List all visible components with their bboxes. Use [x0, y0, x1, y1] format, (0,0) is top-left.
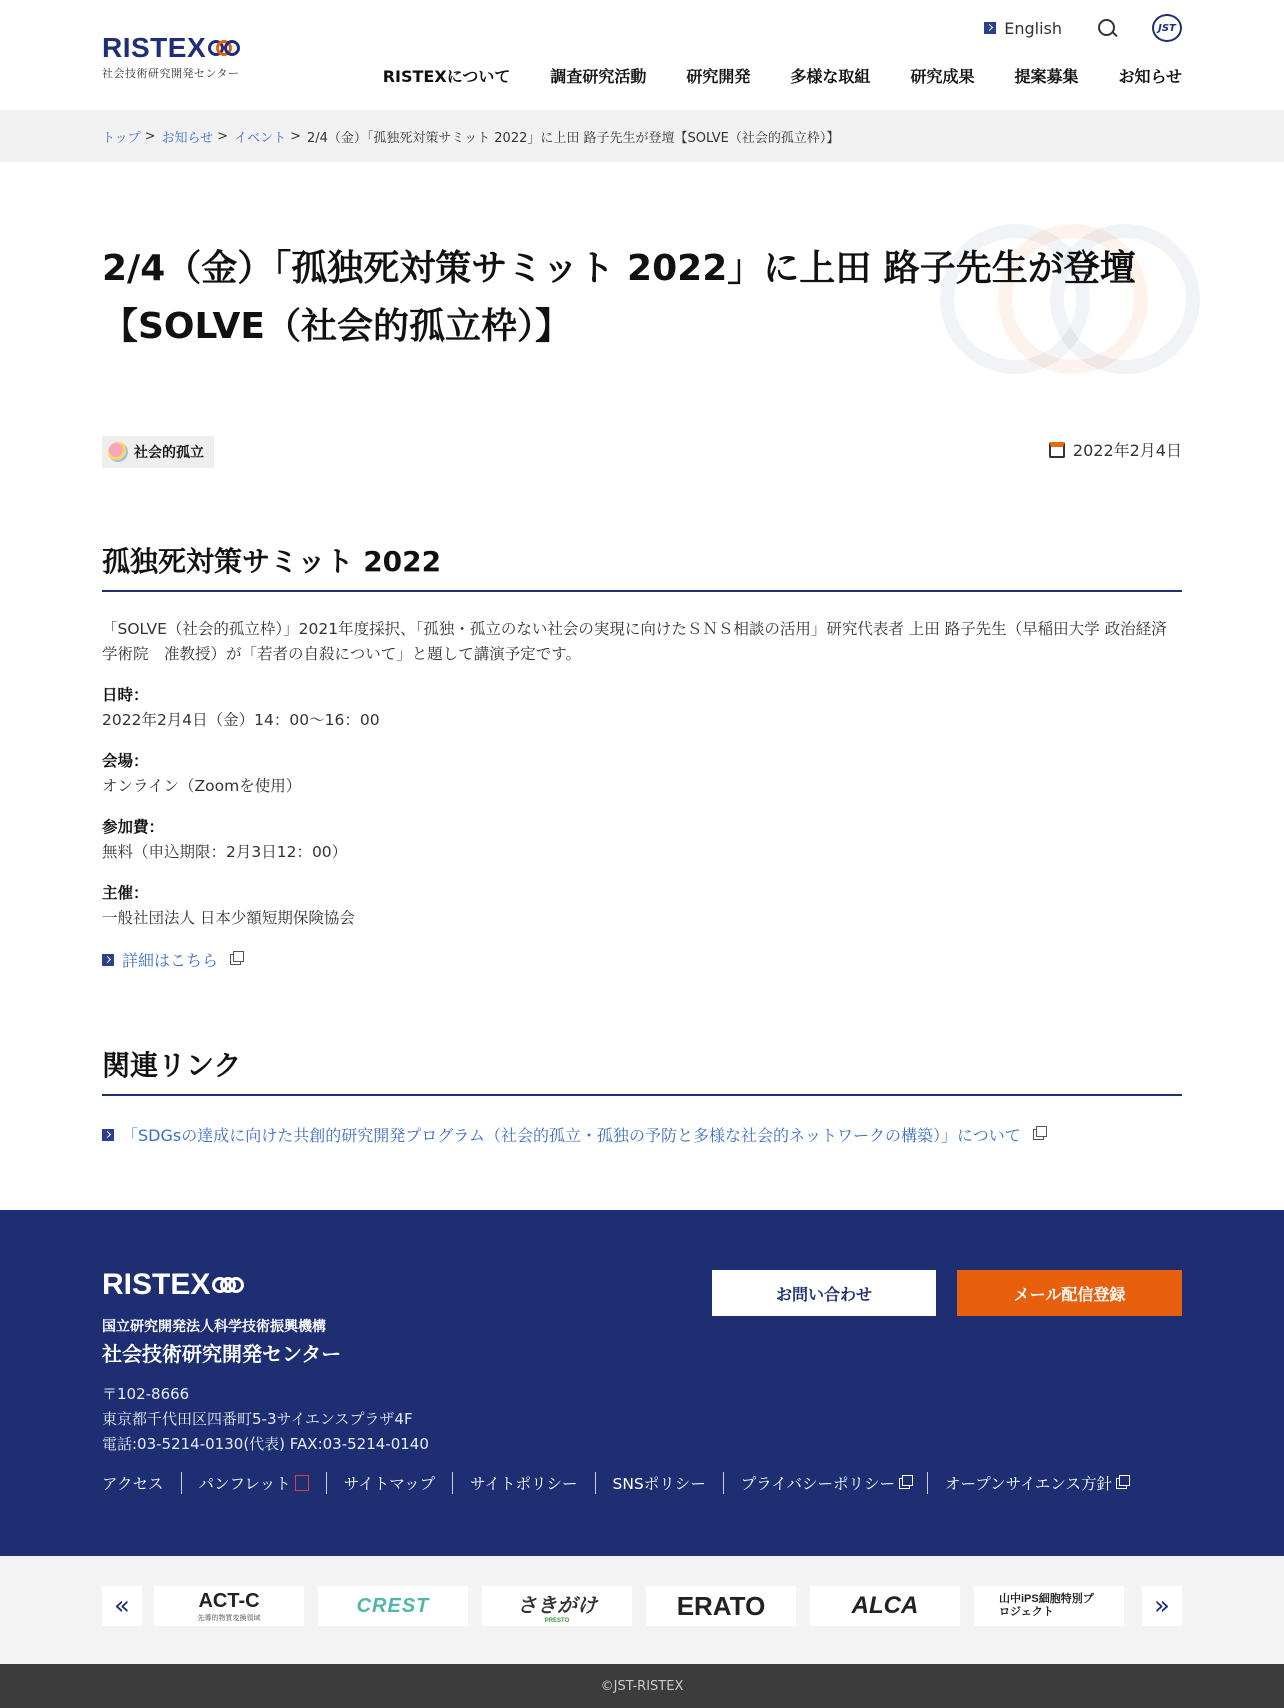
- copyright: ©JST-RISTEX: [0, 1664, 1284, 1708]
- site-footer: [0, 1210, 1284, 1556]
- footer-link-sns-policy[interactable]: [595, 1472, 723, 1494]
- jst-logo-icon[interactable]: JST: [1152, 14, 1182, 42]
- banner-alca[interactable]: [810, 1586, 960, 1626]
- details-link[interactable]: [102, 948, 241, 971]
- search-icon[interactable]: [1096, 17, 1118, 39]
- nav-item-research-survey[interactable]: 調査研究活動: [550, 67, 647, 86]
- banner-crest-label: CREST: [356, 1594, 430, 1617]
- footer-link-label: パンフレット: [198, 1475, 291, 1493]
- breadcrumb-current: 2/4（金）「孤独死対策サミット 2022」に上田 路子先生が登壇【SOLVE（社会的孤立枠）】: [306, 130, 840, 146]
- footer-link-label: SNSポリシー: [612, 1475, 706, 1493]
- arrow-right-icon: [984, 22, 996, 34]
- calendar-icon: [1049, 442, 1065, 458]
- ristex-logo[interactable]: [102, 32, 240, 81]
- footer-link-label: サイトマップ: [343, 1475, 436, 1493]
- footer-logo[interactable]: [102, 1268, 244, 1302]
- related-link-label: 「SDGsの達成に向けた共創的研究開発プログラム（社会的孤立・孤独の予防と多様な社会的ネットワークの構築）」について: [122, 1126, 1021, 1145]
- footer-link-label: オープンサイエンス方針: [945, 1475, 1112, 1493]
- publish-date: [1049, 438, 1182, 461]
- category-tag[interactable]: [102, 436, 214, 468]
- english-link[interactable]: [984, 19, 1062, 38]
- external-link-icon: [1116, 1478, 1127, 1489]
- banner-alca-label: ALCA: [851, 1592, 919, 1619]
- banner-erato-label: ERATO: [676, 1590, 766, 1621]
- detail-label-fee: 参加費：: [102, 818, 165, 836]
- footer-center-name: 社会技術研究開発センター: [102, 1342, 342, 1366]
- logo-text: RISTEX: [102, 32, 207, 63]
- section-heading-related: 関連リンク: [102, 1044, 1182, 1096]
- page-title-line2: 【SOLVE（社会的孤立枠）】: [102, 306, 571, 347]
- external-link-icon: [230, 954, 241, 965]
- footer-link-site-policy[interactable]: [452, 1472, 594, 1494]
- detail-label-organizer: 主催：: [102, 884, 149, 902]
- details-link-label: 詳細はこちら: [122, 951, 219, 970]
- page-title-wrap: [102, 240, 1182, 356]
- social-isolation-icon: [108, 442, 128, 462]
- event-details: [102, 683, 1182, 947]
- banner-sakigake[interactable]: [482, 1586, 632, 1626]
- pdf-icon: [295, 1475, 309, 1491]
- banner-yamanaka-ips[interactable]: [974, 1586, 1124, 1626]
- breadcrumb-separator: >: [290, 128, 301, 144]
- nav-item-about[interactable]: RISTEXについて: [382, 67, 511, 86]
- external-link-icon: [899, 1478, 910, 1489]
- nav-item-rnd[interactable]: 研究開発: [686, 67, 751, 86]
- nav-item-proposals[interactable]: 提案募集: [1014, 67, 1079, 86]
- footer-link-label: アクセス: [102, 1475, 164, 1493]
- logo-subtitle: 社会技術研究開発センター: [102, 67, 240, 80]
- breadcrumb-top[interactable]: トップ: [102, 130, 141, 146]
- detail-label-venue: 会場：: [102, 752, 149, 770]
- footer-link-sitemap[interactable]: [326, 1472, 452, 1494]
- banner-act-c-label: ACT-C: [198, 1589, 260, 1612]
- banner-act-c-sub: 先導的物質変換領域: [197, 1614, 261, 1622]
- rings-icon: [212, 1274, 244, 1296]
- footer-phone: 電話:03-5214-0130(代表) FAX:03-5214-0140: [102, 1435, 429, 1453]
- section-heading-summit: 孤独死対策サミット 2022: [102, 540, 1182, 592]
- footer-address: [102, 1382, 429, 1457]
- footer-link-label: サイトポリシー: [470, 1475, 578, 1493]
- publish-date-text: 2022年2月4日: [1072, 441, 1182, 460]
- detail-label-datetime: 日時：: [102, 686, 149, 704]
- banner-sakigake-sub: PRESTO: [544, 1617, 570, 1624]
- footer-link-access[interactable]: [102, 1472, 181, 1494]
- page-title: [102, 240, 1182, 356]
- banner-sakigake-label: さきがけ: [517, 1594, 597, 1617]
- banner-act-c[interactable]: [154, 1586, 304, 1626]
- footer-link-label: プライバシーポリシー: [740, 1475, 896, 1493]
- external-link-icon: [1033, 1129, 1044, 1140]
- site-header: [0, 0, 1284, 110]
- banner-crest[interactable]: [318, 1586, 468, 1626]
- carousel-next-button[interactable]: »: [1142, 1586, 1182, 1626]
- footer-org-name: 国立研究開発法人科学技術振興機構: [102, 1319, 326, 1335]
- banner-yamanaka-label: 山中iPS細胞特別プロジェクト: [999, 1593, 1094, 1618]
- breadcrumb-separator: >: [144, 128, 156, 144]
- footer-link-open-science[interactable]: [927, 1472, 1144, 1494]
- global-nav: [383, 64, 1182, 87]
- detail-value-fee: 無料（申込期限：2月3日12：00）: [102, 843, 348, 861]
- mail-subscribe-button[interactable]: メール配信登録: [957, 1270, 1182, 1316]
- footer-logo-text: RISTEX: [102, 1268, 211, 1301]
- nav-item-initiatives[interactable]: 多様な取組: [790, 67, 871, 86]
- related-link[interactable]: [102, 1123, 1044, 1146]
- contact-button[interactable]: お問い合わせ: [712, 1270, 936, 1316]
- rings-icon: [208, 37, 240, 59]
- footer-link-privacy-policy[interactable]: [723, 1472, 927, 1494]
- nav-item-news[interactable]: お知らせ: [1118, 67, 1182, 86]
- breadcrumb-separator: >: [217, 128, 229, 144]
- footer-postal: 〒102-8666: [102, 1385, 190, 1403]
- arrow-right-icon: [102, 1129, 114, 1141]
- banner-erato[interactable]: [646, 1586, 796, 1626]
- footer-street: 東京都千代田区四番町5-3サイエンスプラザ4F: [102, 1410, 413, 1428]
- footer-links: [102, 1472, 1144, 1494]
- arrow-right-icon: [102, 954, 114, 966]
- detail-value-datetime: 2022年2月4日（金）14：00〜16：00: [102, 711, 380, 729]
- breadcrumb-events[interactable]: イベント: [234, 130, 287, 146]
- breadcrumb: [0, 110, 1284, 162]
- english-label: English: [1004, 18, 1062, 38]
- intro-paragraph: 「SOLVE（社会的孤立枠）」2021年度採択、「孤独・孤立のない社会の実現に向けたＳＮＳ相談の活用」研究代表者 上田 路子先生（早稲田大学 政治経済学術院 准教授）が「若者の自殺について」と題して講演予定です。: [102, 620, 1167, 663]
- detail-value-venue: オンライン（Zoomを使用）: [102, 777, 302, 795]
- program-banner-carousel: [0, 1556, 1284, 1664]
- nav-item-results[interactable]: 研究成果: [910, 67, 975, 86]
- footer-link-pamphlet[interactable]: [181, 1472, 326, 1494]
- detail-value-organizer: 一般社団法人 日本少額短期保険協会: [102, 909, 355, 927]
- utility-nav: [984, 14, 1182, 42]
- breadcrumb-news[interactable]: お知らせ: [161, 130, 214, 146]
- page-title-line1: 2/4（金）「孤独死対策サミット 2022」に上田 路子先生が登壇: [102, 248, 1136, 289]
- category-tag-label: 社会的孤立: [134, 445, 204, 461]
- carousel-prev-button[interactable]: «: [102, 1586, 142, 1626]
